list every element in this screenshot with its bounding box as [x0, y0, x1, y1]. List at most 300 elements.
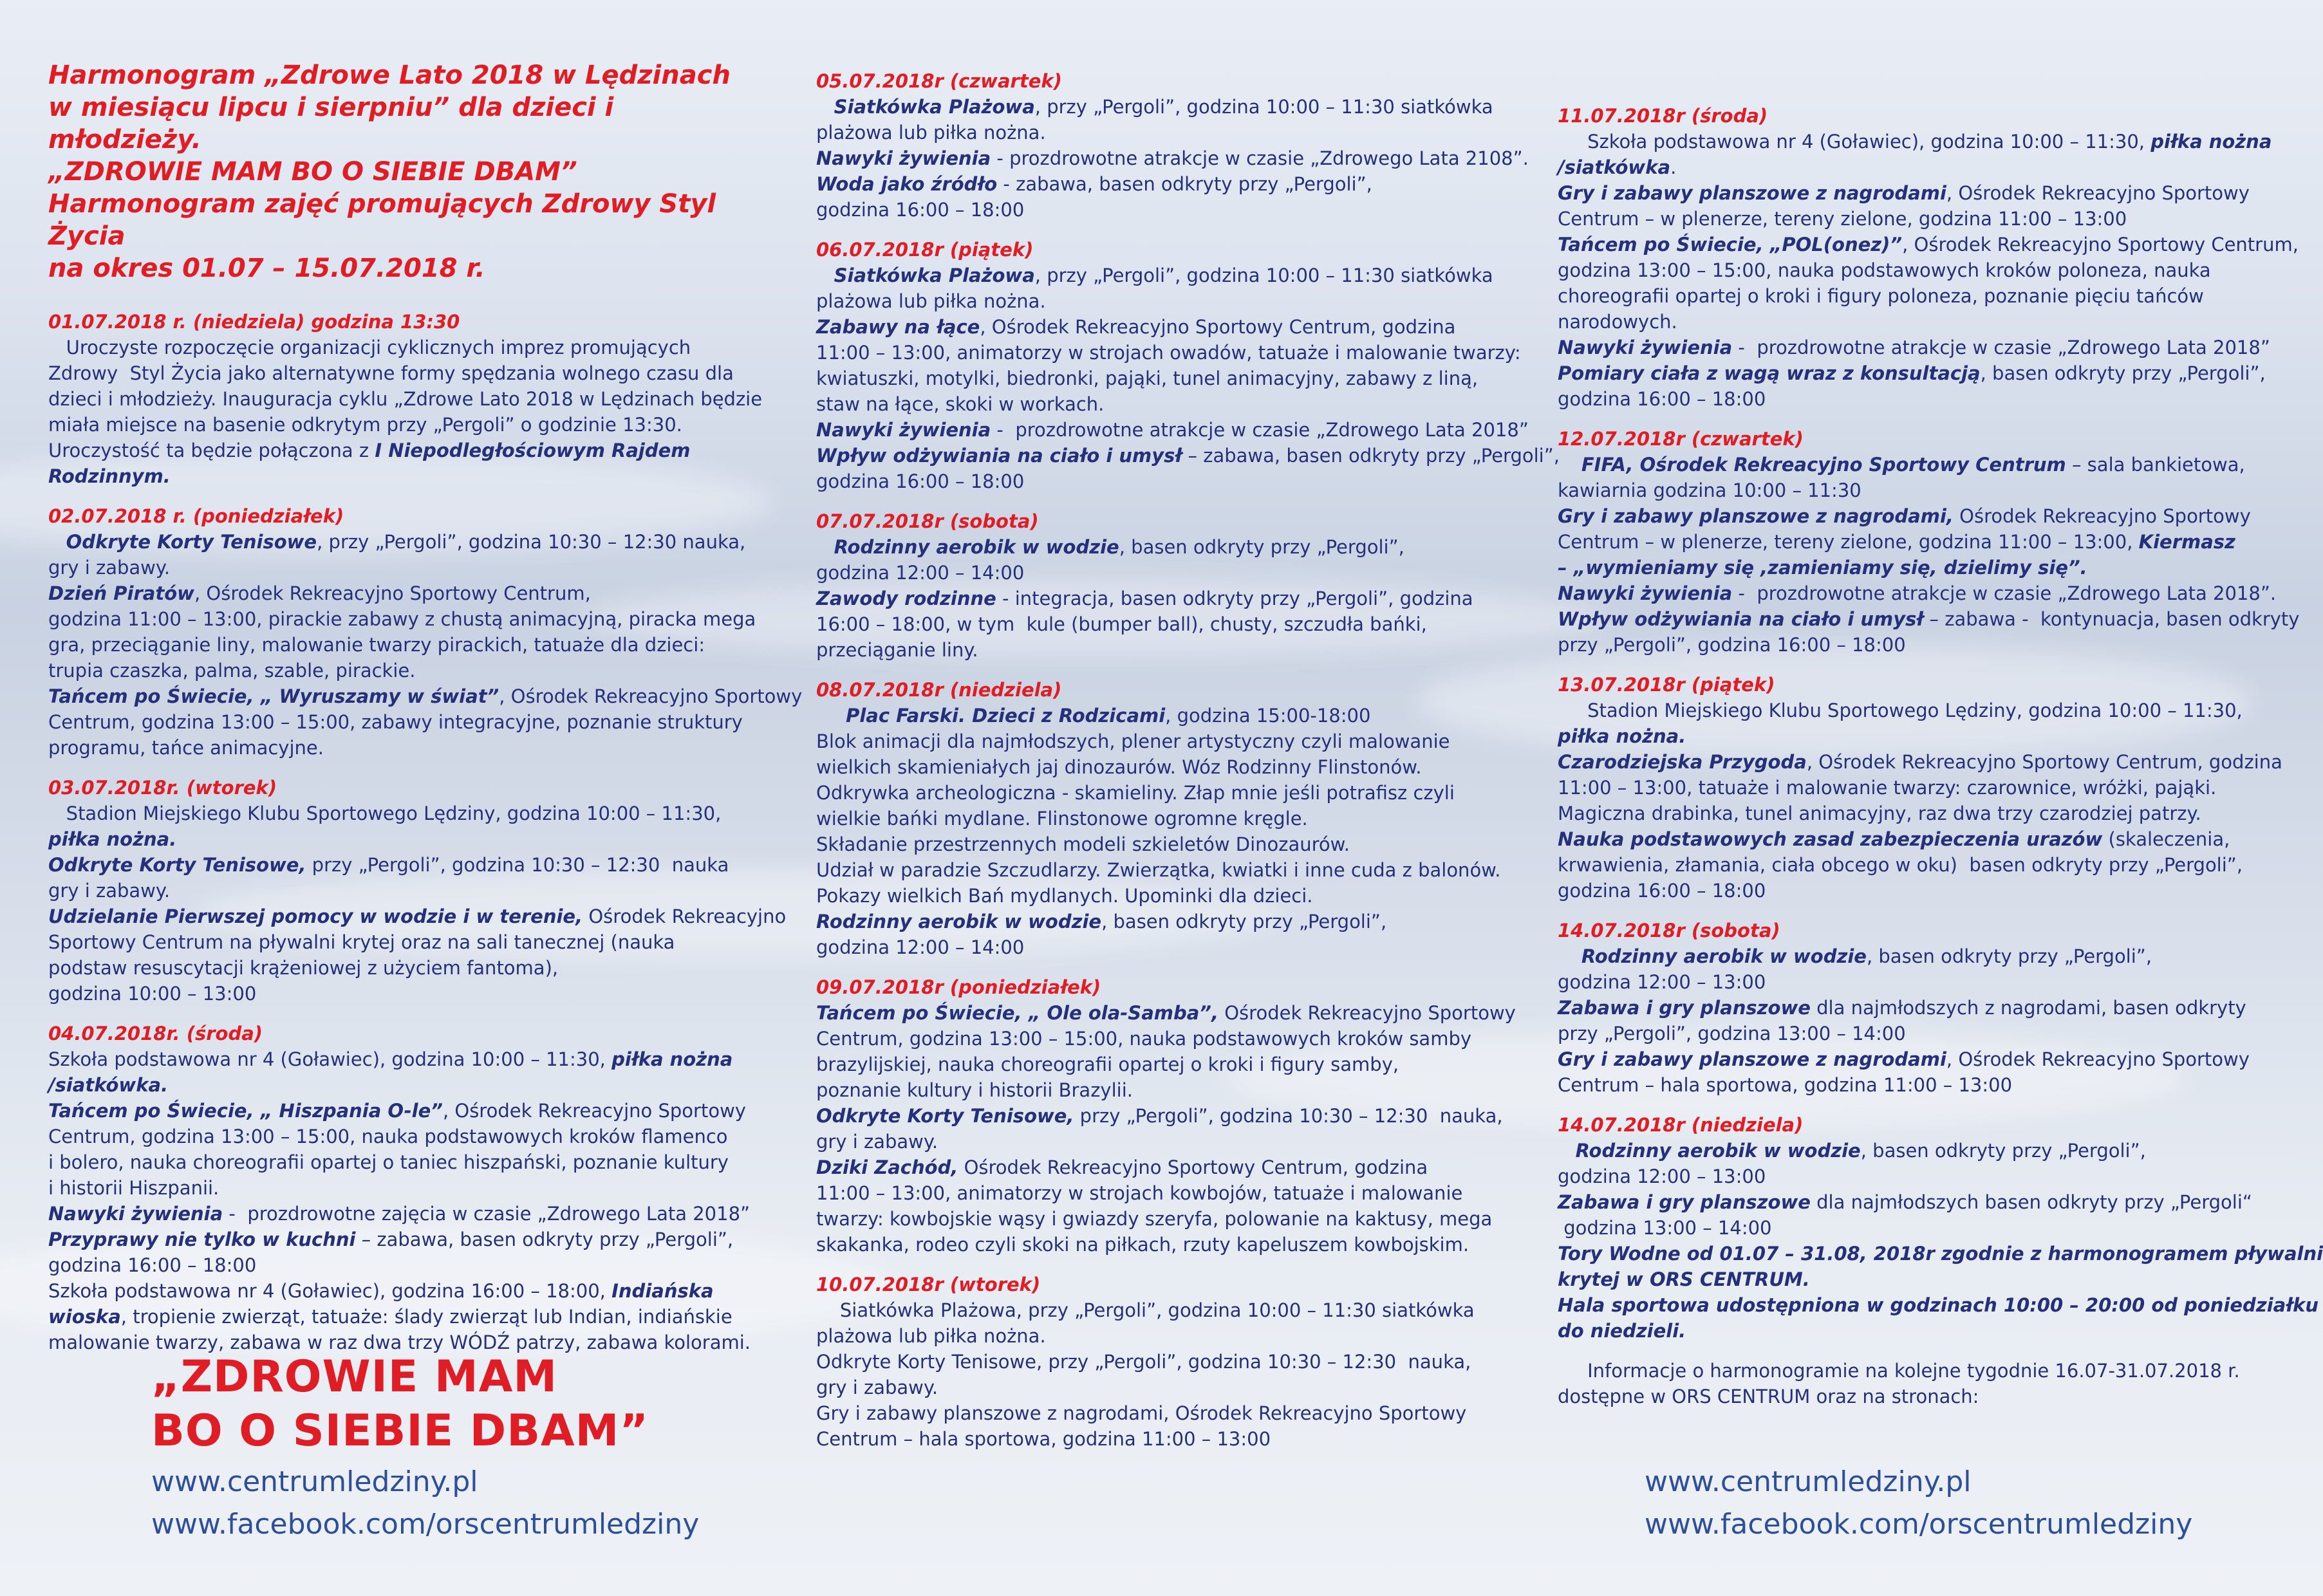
event-text: godzina 11:00 – 13:00, pirackie zabawy z chustą animacyjną, piracka mega	[48, 608, 756, 630]
event-name: Plac Farski. Dzieci z Rodzicami	[846, 705, 1166, 727]
event-text: Ośrodek Rekreacyjno	[583, 905, 787, 927]
event-name: Przyprawy nie tylko w kuchni	[48, 1229, 356, 1250]
event-name: Dzień Piratów	[48, 582, 194, 604]
event-text: , Ośrodek Rekreacyjno Sportowy Centrum,	[1902, 234, 2299, 255]
schedule-line	[1558, 206, 2227, 232]
event-name: Zabawy na łące	[816, 316, 980, 338]
schedule-line	[816, 288, 1518, 314]
event-text: krwawienia, złamania, ciała obcego w oku) basen odkryty przy „Pergoli”,	[1558, 854, 2243, 876]
event-name: Nawyki żywienia	[816, 419, 991, 441]
event-name: Tańcem po Świecie, „ Ole ola-Samba”,	[816, 1002, 1219, 1024]
schedule-line	[816, 1400, 1518, 1426]
schedule-line	[816, 1155, 1518, 1180]
schedule-line	[1558, 1241, 2323, 1267]
event-text: – zabawa - kontynuacja, basen odkryty	[1923, 608, 2300, 630]
event-text: , basen odkryty przy „Pergoli”,	[1866, 945, 2152, 967]
event-text: dzieci i młodzieży. Inauguracja cyklu „Zdrowe Lato 2018 w Lędzinach będzie	[48, 388, 763, 410]
event-text: Stadion Miejskiego Klubu Sportowego Lędziny, godzina 10:00 – 11:30,	[1558, 700, 2243, 721]
event-text: Odkryte Korty Tenisowe, przy „Pergoli”, godzina 10:30 – 12:30 nauka,	[816, 1351, 1471, 1373]
title-line-2: w miesiącu lipcu i sierpniu” dla dzieci i młodzieży.	[48, 93, 614, 154]
event-text: miała miejsce na basenie odkrytym przy „Pergoli” o godzinie 13:30.	[48, 414, 682, 436]
schedule-line	[48, 1278, 743, 1304]
schedule-line	[816, 197, 1518, 223]
schedule-line	[816, 637, 1518, 663]
event-text: poznanie kultury i historii Brazylii.	[816, 1079, 1133, 1101]
facebook-link[interactable]: www.facebook.com/orscentrumledziny	[151, 1508, 700, 1541]
schedule-line	[816, 754, 1518, 780]
event-text: przy „Pergoli”, godzina 10:30 – 12:30 nauka	[306, 854, 729, 876]
event-text: , basen odkryty przy „Pergoli”,	[1980, 362, 2266, 384]
schedule-line	[48, 709, 743, 735]
title-line-3: „ZDROWIE MAM BO O SIEBIE DBAM”	[48, 157, 577, 187]
schedule-day	[816, 508, 1518, 663]
event-name: Siatkówka Plażowa	[834, 264, 1035, 286]
info-line-1: Informacje o harmonogramie na kolejne tygodnie 16.07-31.07.2018 r.	[1558, 1360, 2240, 1382]
event-text: Odkrywka archeologiczna - skamieliny. Złap mnie jeśli potrafisz czyli	[816, 782, 1455, 804]
schedule-day	[816, 974, 1518, 1257]
schedule-line	[1558, 360, 2266, 386]
schedule-line	[816, 934, 1518, 960]
event-name: Odkryte Korty Tenisowe,	[816, 1105, 1074, 1127]
event-name: wioska	[48, 1306, 121, 1328]
event-text: Centrum, godzina 13:00 – 15:00, zabawy integracyjne, poznanie struktury	[48, 711, 743, 733]
schedule-line	[816, 417, 1529, 443]
schedule-line	[1558, 775, 2227, 801]
event-text: przy „Pergoli”, godzina 16:00 – 18:00	[1558, 634, 1906, 656]
event-text: godzina 12:00 – 13:00	[1558, 971, 1766, 993]
schedule-line	[1558, 1021, 2227, 1046]
event-name: piłka nożna.	[1558, 725, 1686, 747]
event-text: Szkoła podstawowa nr 4 (Goławiec), godzina 10:00 – 11:30,	[48, 1048, 612, 1070]
event-name: Nawyki żywienia	[48, 1203, 223, 1225]
event-text: , basen odkryty przy „Pergoli”,	[1860, 1140, 2146, 1162]
schedule-line	[816, 703, 1518, 728]
event-name: Nawyki żywienia	[1558, 582, 1733, 604]
event-name: Wpływ odżywiania na ciało i umysł	[816, 445, 1182, 467]
schedule-line	[1558, 529, 2235, 555]
event-text: , przy „Pergoli”, godzina 10:00 – 11:30 siatkówka	[1034, 264, 1493, 286]
schedule-day	[1558, 672, 2282, 904]
schedule-line	[1558, 749, 2282, 775]
schedule-day	[48, 1021, 751, 1355]
event-name: Odkryte Korty Tenisowe,	[48, 854, 306, 876]
event-text: , przy „Pergoli”, godzina 10:30 – 12:30 nauka,	[317, 531, 746, 553]
schedule-line	[48, 826, 743, 852]
schedule-line	[816, 366, 1518, 391]
event-text: plażowa lub piłka nożna.	[816, 1325, 1046, 1347]
schedule-line	[816, 1426, 1518, 1452]
schedule-line	[816, 1206, 1518, 1232]
schedule-line	[1558, 878, 2227, 904]
event-text: podstaw resuscytacji krążeniowej z użyciem fantoma),	[48, 957, 559, 979]
schedule-line	[816, 1103, 1518, 1129]
event-name: Zawody rodzinne	[816, 588, 996, 609]
event-text: godzina 16:00 – 18:00	[816, 470, 1025, 492]
event-text: - zabawa, basen odkryty przy „Pergoli”,	[997, 173, 1372, 195]
event-name: do niedzieli.	[1558, 1320, 1686, 1342]
schedule-line	[1558, 129, 2272, 154]
schedule-line	[816, 806, 1518, 831]
schedule-line	[1558, 801, 2227, 826]
event-text: Centrum – w plenerze, tereny zielone, godzina 11:00 – 13:00	[1558, 208, 2127, 230]
event-text: Ośrodek Rekreacyjno Sportowy	[1953, 505, 2251, 527]
schedule-day	[816, 237, 1560, 494]
title-line-5: na okres 01.07 – 15.07.2018 r.	[48, 254, 485, 283]
event-text: dla najmłodszych z nagrodami, basen odkryty	[1810, 997, 2246, 1019]
schedule-line	[1558, 154, 2227, 180]
website-link[interactable]: www.centrumledziny.pl	[151, 1465, 478, 1498]
schedule-line	[48, 360, 743, 386]
event-text: przy „Pergoli”, godzina 13:00 – 14:00	[1558, 1023, 1906, 1044]
event-text: kawiarnia godzina 10:00 – 11:30	[1558, 479, 1861, 501]
event-text: i historii Hiszpanii.	[48, 1177, 219, 1199]
schedule-date: 07.07.2018r (sobota)	[816, 510, 1039, 532]
schedule-line	[1558, 1046, 2250, 1072]
event-text: Centrum – hala sportowa, godzina 11:00 – 13:00	[1558, 1074, 2013, 1096]
schedule-line	[816, 1375, 1518, 1400]
event-text: Centrum – w plenerze, tereny zielone, godzina 11:00 – 13:00,	[1558, 531, 2139, 553]
event-text: Gry i zabawy planszowe z nagrodami, Ośrodek Rekreacyjno Sportowy	[816, 1402, 1467, 1424]
column-2	[816, 54, 1560, 1452]
schedule-line	[48, 1072, 743, 1098]
schedule-line	[1558, 257, 2227, 283]
event-text: narodowych.	[1558, 311, 1677, 333]
event-name: piłka nożna.	[48, 828, 177, 850]
event-text	[1558, 1140, 1576, 1162]
schedule-day	[48, 503, 803, 761]
schedule-line	[1558, 1267, 2227, 1292]
column-1	[48, 0, 803, 1355]
schedule-line	[48, 1227, 743, 1252]
event-text: Zdrowy Styl Życia jako alternatywne formy spędzania wolnego czasu dla	[48, 362, 734, 384]
schedule-line	[816, 909, 1518, 934]
schedule-line	[816, 1052, 1518, 1077]
event-text	[1558, 454, 1581, 476]
event-name: Woda jako źródło	[816, 173, 998, 195]
event-name: Zabawa i gry planszowe	[1558, 997, 1811, 1019]
column-3-schedule	[1558, 103, 2323, 1344]
schedule-line	[48, 1201, 751, 1227]
schedule-line	[816, 120, 1518, 145]
schedule-date: 10.07.2018r (wtorek)	[816, 1274, 1041, 1295]
event-text: gry i zabawy.	[48, 880, 171, 902]
event-name: Hala sportowa udostępniona w godzinach 10:00 – 20:00 od poniedziałku	[1558, 1294, 2319, 1316]
event-text: skakanka, rodeo czyli skoki na piłkach, rzuty kapeluszem kowbojskim.	[816, 1234, 1469, 1256]
schedule-date: 08.07.2018r (niedziela)	[816, 679, 1062, 701]
event-name: /siatkówka.	[48, 1074, 169, 1096]
schedule-line	[816, 340, 1521, 366]
event-text: przeciąganie liny.	[816, 639, 978, 661]
event-text: Składanie przestrzennych modeli szkieletów Dinozaurów.	[816, 833, 1350, 855]
column-1-schedule	[48, 309, 803, 1355]
event-text: , Ośrodek Rekreacyjno Sportowy	[442, 1100, 746, 1122]
schedule-line	[48, 955, 743, 981]
schedule-date: 04.07.2018r. (środa)	[48, 1023, 263, 1044]
schedule-line	[48, 555, 743, 580]
schedule-line	[48, 1304, 743, 1330]
schedule-line	[816, 1129, 1518, 1155]
schedule-line	[48, 683, 803, 709]
event-text: gry i zabawy.	[816, 1377, 938, 1398]
event-text: programu, tańce animacyjne.	[48, 737, 324, 759]
page-title	[48, 59, 743, 284]
schedule-line	[48, 463, 743, 489]
event-name: piłka nożna	[2150, 131, 2272, 153]
schedule-day	[816, 1272, 1518, 1452]
schedule-date: 06.07.2018r (piątek)	[816, 239, 1034, 261]
event-name: Zabawa i gry planszowe	[1558, 1191, 1811, 1213]
event-text: 11:00 – 13:00, animatorzy w strojach owadów, tatuaże i malowanie twarzy:	[816, 342, 1521, 364]
schedule-line	[48, 735, 743, 761]
event-name: Kiermasz	[2138, 531, 2235, 553]
schedule-line	[48, 1175, 743, 1201]
event-name: Gry i zabawy planszowe z nagrodami	[1558, 1048, 1946, 1070]
event-text	[48, 531, 66, 553]
schedule-line	[48, 658, 743, 683]
schedule-date: 14.07.2018r (sobota)	[1558, 920, 1780, 942]
schedule-day	[816, 68, 1529, 223]
schedule-line	[816, 728, 1518, 754]
schedule-line	[48, 606, 756, 632]
schedule-line	[1558, 1189, 2252, 1215]
schedule-line	[1558, 180, 2250, 206]
event-text: godzina 13:00 – 14:00	[1558, 1217, 1772, 1239]
schedule-date: 09.07.2018r (poniedziałek)	[816, 976, 1101, 998]
schedule-line	[48, 1124, 743, 1149]
schedule-line	[1558, 826, 2230, 852]
schedule-line	[816, 314, 1518, 340]
schedule-line	[816, 831, 1518, 857]
column-3	[1558, 89, 2323, 1409]
event-text: , Ośrodek Rekreacyjno Sportowy Centrum, godzina	[1806, 751, 2282, 773]
event-text: – zabawa, basen odkryty przy „Pergoli”,	[1182, 445, 1560, 467]
website-link-right[interactable]: www.centrumledziny.pl	[1645, 1465, 1972, 1498]
event-name: Dziki Zachód,	[816, 1156, 958, 1178]
schedule-line	[48, 438, 743, 463]
schedule-line	[48, 929, 743, 955]
event-name: Indiańska	[611, 1280, 714, 1302]
schedule-day	[1558, 918, 2250, 1098]
event-text: - prozdrowotne zajęcia w czasie „Zdrowego Lata 2018”	[223, 1203, 751, 1225]
schedule-line	[816, 1026, 1518, 1052]
event-text: gra, przeciąganie liny, malowanie twarzy pirackich, tatuaże dla dzieci:	[48, 634, 705, 656]
column-2-schedule	[816, 68, 1560, 1452]
event-text: godzina 10:00 – 13:00	[48, 983, 257, 1005]
schedule-day	[48, 775, 787, 1007]
schedule-line	[48, 1046, 743, 1072]
event-text: Centrum, godzina 13:00 – 15:00, nauka podstawowych kroków samby	[816, 1028, 1472, 1050]
event-text: Uroczyste rozpoczęcie organizacji cyklicznych imprez promujących	[48, 337, 691, 358]
event-text: Szkoła podstawowa nr 4 (Goławiec), godzina 10:00 – 11:30,	[1558, 131, 2151, 153]
event-name: – „wymieniamy się ,zamieniamy się, dzielimy się”.	[1558, 557, 2087, 579]
schedule-line	[1558, 232, 2299, 257]
event-text: , Ośrodek Rekreacyjno Sportowy Centrum,	[194, 582, 591, 604]
event-text: 16:00 – 18:00, w tym kule (bumper ball), chusty, szczudła bańki,	[816, 613, 1427, 635]
event-text: Udział w paradzie Szczudlarzy. Zwierzątka, kwiatki i inne cuda z balonów.	[816, 859, 1501, 881]
event-name: Tańcem po Świecie, „POL(onez)”	[1558, 234, 1903, 255]
schedule-line	[1558, 503, 2251, 529]
event-text: plażowa lub piłka nożna.	[816, 122, 1046, 144]
schedule-line	[1558, 1318, 2227, 1344]
event-text: Blok animacji dla najmłodszych, plener artystyczny czyli malowanie	[816, 730, 1450, 752]
event-text: Pokazy wielkich Bań mydlanych. Upominki dla dzieci.	[816, 885, 1313, 907]
event-text: , Ośrodek Rekreacyjno Sportowy Centrum, godzina	[980, 316, 1456, 338]
schedule-day	[1558, 1112, 2323, 1344]
schedule-line	[48, 904, 787, 929]
schedule-line	[1558, 1072, 2227, 1098]
event-name: Wpływ odżywiania na ciało i umysł	[1558, 608, 1924, 630]
schedule-line	[1558, 852, 2243, 878]
schedule-line	[48, 981, 743, 1007]
slogan	[151, 1350, 649, 1458]
event-name: Nauka podstawowych zasad zabezpieczenia urazów	[1558, 828, 2103, 850]
schedule-line	[816, 94, 1518, 120]
event-text: – sala bankietowa,	[2066, 454, 2245, 476]
event-text: .	[1670, 156, 1677, 178]
schedule-line	[816, 1180, 1518, 1206]
event-text	[816, 536, 834, 558]
schedule-line	[816, 883, 1518, 909]
schedule-line	[1558, 452, 2245, 478]
event-text: godzina 12:00 – 13:00	[1558, 1165, 1766, 1187]
schedule-line	[1558, 995, 2246, 1021]
schedule-line	[816, 1232, 1518, 1257]
schedule-date: 03.07.2018r. (wtorek)	[48, 777, 277, 799]
event-text	[816, 705, 846, 727]
schedule-line	[48, 1098, 746, 1124]
event-text	[1558, 945, 1581, 967]
event-text: godzina 12:00 – 14:00	[816, 936, 1025, 958]
event-text: malowanie twarzy, zabawa w raz dwa trzy WÓDŹ patrzy, zabawa kolorami.	[48, 1332, 751, 1353]
event-text: 11:00 – 13:00, tatuaże i malowanie twarzy: czarownice, wróżki, pająki.	[1558, 777, 2217, 799]
event-name: Czarodziejska Przygoda	[1558, 751, 1807, 773]
schedule-line	[1558, 580, 2277, 606]
schedule-line	[816, 443, 1560, 469]
schedule-line	[816, 586, 1518, 611]
event-text: gry i zabawy.	[48, 557, 171, 579]
schedule-day	[816, 677, 1518, 960]
title-line-1: Harmonogram „Zdrowe Lato 2018 w Lędzinach	[48, 60, 731, 90]
schedule-line	[1558, 555, 2227, 580]
schedule-line	[48, 412, 743, 438]
schedule-line	[816, 391, 1518, 417]
event-name: Nawyki żywienia	[1558, 337, 1733, 358]
event-text: plażowa lub piłka nożna.	[816, 290, 1046, 312]
event-name: Tańcem po Świecie, „ Wyruszamy w świat”	[48, 685, 499, 707]
event-text: - integracja, basen odkryty przy „Pergoli”, godzina	[996, 588, 1473, 609]
schedule-line	[48, 580, 743, 606]
schedule-line	[1558, 606, 2300, 632]
event-text: godzina 13:00 – 15:00, nauka podstawowych kroków poloneza, nauka	[1558, 259, 2211, 281]
event-name: Rodzinny aerobik w wodzie	[1581, 945, 1867, 967]
event-text: Ośrodek Rekreacyjno Sportowy Centrum, godzina	[958, 1156, 1428, 1178]
schedule-line	[816, 1077, 1518, 1103]
schedule-date: 14.07.2018r (niedziela)	[1558, 1114, 1804, 1136]
event-name: piłka nożna	[611, 1048, 733, 1070]
schedule-date: 13.07.2018r (piątek)	[1558, 674, 1775, 696]
schedule-day	[48, 309, 763, 489]
schedule-date: 11.07.2018r (środa)	[1558, 105, 1768, 127]
schedule-line	[48, 852, 743, 878]
event-name: Udzielanie Pierwszej pomocy w wodzie i w terenie,	[48, 905, 583, 927]
event-text: (skaleczenia,	[2102, 828, 2230, 850]
event-name: Gry i zabawy planszowe z nagrodami	[1558, 182, 1946, 204]
event-name: Tory Wodne od 01.07 – 31.08, 2018r zgodnie z harmonogramem pływalni	[1558, 1243, 2323, 1265]
event-text: wielkich skamieniałych jaj dinozaurów. Wóz Rodzinny Flinstonów.	[816, 756, 1422, 778]
event-text: , basen odkryty przy „Pergoli”,	[1101, 911, 1387, 933]
event-text: brazylijskiej, nauka choreografii opartej o kroki i figury samby,	[816, 1053, 1399, 1075]
schedule-date: 01.07.2018 r. (niedziela) godzina 13:30	[48, 311, 460, 333]
slogan-line-2: BO O SIEBIE DBAM”	[151, 1406, 649, 1456]
schedule-line	[1558, 386, 2227, 412]
event-text: gry i zabawy.	[816, 1131, 938, 1153]
event-text: , basen odkryty przy „Pergoli”,	[1119, 536, 1404, 558]
schedule-line	[1558, 969, 2227, 995]
event-text: Stadion Miejskiego Klubu Sportowego Lędziny, godzina 10:00 – 11:30,	[48, 803, 722, 824]
schedule-line	[1558, 309, 2227, 335]
event-text: Szkoła podstawowa nr 4 (Goławiec), godzina 16:00 – 18:00,	[48, 1280, 612, 1302]
schedule-line	[816, 171, 1518, 197]
schedule-line	[816, 611, 1518, 637]
event-text	[816, 96, 834, 118]
event-name: Gry i zabawy planszowe z nagrodami,	[1558, 505, 1954, 527]
event-text: choreografii opartej o kroki i figury poloneza, poznanie pięciu tańców	[1558, 285, 2204, 307]
event-text: staw na łące, skoki w workach.	[816, 393, 1105, 415]
schedule-line	[816, 145, 1529, 171]
event-text: , Ośrodek Rekreacyjno Sportowy	[1946, 182, 2250, 204]
schedule-day	[1558, 426, 2300, 658]
event-text: dla najmłodszych basen odkryty przy „Pergoli“	[1810, 1191, 2252, 1213]
schedule-day	[1558, 103, 2299, 412]
event-text: , godzina 15:00-18:00	[1165, 705, 1371, 727]
title-line-4: Harmonogram zajęć promujących Zdrowy Styl Życia	[48, 189, 716, 251]
links-right	[1645, 1461, 2192, 1546]
event-text: i bolero, nauka choreografii opartej o taniec hiszpański, poznanie kultury	[48, 1151, 729, 1173]
schedule-line	[48, 529, 746, 555]
event-name: Tańcem po Świecie, „ Hiszpania O-le”	[48, 1100, 443, 1122]
event-text: Sportowy Centrum na pływalni krytej oraz na sali tanecznej (nauka	[48, 931, 675, 953]
schedule-line	[816, 780, 1518, 806]
event-text: twarzy: kowbojskie wąsy i gwiazdy szeryfa, polowanie na kaktusy, mega	[816, 1208, 1493, 1230]
facebook-link-right[interactable]: www.facebook.com/orscentrumledziny	[1645, 1508, 2193, 1541]
schedule-line	[1558, 943, 2227, 969]
event-name: Rodzinnym.	[48, 465, 171, 487]
schedule-line	[816, 534, 1518, 560]
schedule-line	[1558, 1292, 2319, 1318]
slogan-line-1: „ZDROWIE MAM	[151, 1351, 558, 1402]
event-text: Centrum, godzina 13:00 – 15:00, nauka podstawowych kroków flamenco	[48, 1126, 728, 1147]
event-text: , Ośrodek Rekreacyjno Sportowy	[499, 685, 803, 707]
schedule-line	[48, 632, 743, 658]
schedule-line	[1558, 283, 2227, 309]
schedule-date: 05.07.2018r (czwartek)	[816, 70, 1062, 92]
info-note	[1558, 1358, 2240, 1409]
schedule-line	[1558, 335, 2270, 360]
event-text: , tropienie zwierząt, tatuaże: ślady zwierząt lub Indian, indiańskie	[120, 1306, 732, 1328]
event-name: Rodzinny aerobik w wodzie	[834, 536, 1119, 558]
event-name: FIFA, Ośrodek Rekreacyjno Sportowy Centrum	[1581, 454, 2066, 476]
event-text: - prozdrowotne atrakcje w czasie „Zdrowego Lata 2018”	[1732, 337, 2270, 358]
schedule-line	[48, 1149, 743, 1175]
event-text: , przy „Pergoli”, godzina 10:00 – 11:30 siatkówka	[1034, 96, 1493, 118]
event-text: kwiatuszki, motylki, biedronki, pająki, tunel animacyjny, zabawy z liną,	[816, 367, 1479, 389]
event-text: 11:00 – 13:00, animatorzy w strojach kowbojów, tatuaże i malowanie	[816, 1182, 1463, 1204]
event-name: Odkryte Korty Tenisowe	[66, 531, 317, 553]
schedule-line	[816, 1349, 1518, 1375]
event-name: Nawyki żywienia	[816, 147, 991, 169]
event-text	[816, 264, 834, 286]
event-name: /siatkówka	[1558, 156, 1671, 178]
